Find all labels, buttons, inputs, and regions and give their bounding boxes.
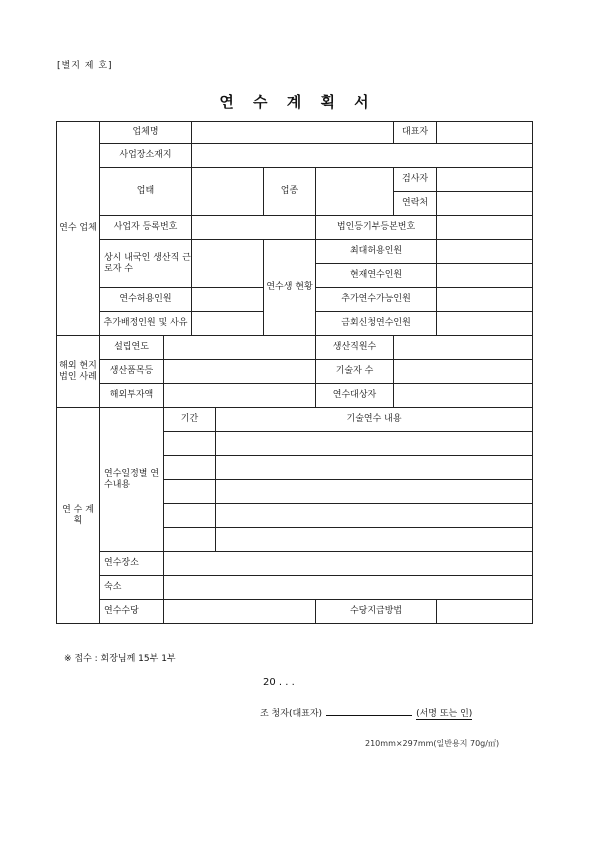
contact-label: 연락처: [394, 192, 437, 216]
period-cell[interactable]: [164, 504, 216, 528]
signature-label: (서명 또는 인): [416, 709, 473, 719]
content-cell[interactable]: [216, 432, 533, 456]
document-title: 연 수 계 획 서: [219, 93, 376, 111]
current-trainees-field[interactable]: [437, 264, 533, 288]
engineers-label: 기술자 수: [316, 360, 394, 384]
requested-field[interactable]: [437, 312, 533, 336]
company-name-field[interactable]: [192, 122, 394, 144]
quota-label: 연수생 현황: [264, 240, 316, 336]
place-field[interactable]: [164, 552, 533, 576]
investment-label: 해외투자액: [100, 384, 164, 408]
applicant-label: 조 청자(대표자): [260, 709, 323, 719]
investment-field[interactable]: [164, 384, 316, 408]
representative-label: 대표자: [394, 122, 437, 144]
established-field[interactable]: [164, 336, 316, 360]
content-cell[interactable]: [216, 528, 533, 552]
trainee-target-label: 연수대상자: [316, 384, 394, 408]
allowance-field[interactable]: [164, 600, 316, 624]
business-item-label: 업종: [264, 168, 316, 216]
producing-label: 생산직원수: [316, 336, 394, 360]
org-section-label: 연수 업체: [57, 122, 100, 336]
date-line[interactable]: 20 . . .: [263, 677, 295, 688]
allowance-label: 연수수당: [100, 600, 164, 624]
period-cell[interactable]: [164, 456, 216, 480]
engineers-field[interactable]: [394, 360, 533, 384]
training-allowed-field[interactable]: [192, 288, 264, 312]
reg-no-label: 사업자 등록번호: [100, 216, 192, 240]
training-plan-form: [56, 121, 533, 624]
extra-reason-field[interactable]: [192, 312, 264, 336]
company-name-label: 업체명: [100, 122, 192, 144]
established-label: 설립연도: [100, 336, 164, 360]
content-header: 기술연수 내용: [216, 408, 533, 432]
plan-section-label: 연 수 계 획: [57, 408, 100, 624]
business-type-label: 업태: [100, 168, 192, 216]
applicant-line: [260, 705, 472, 719]
contact-field[interactable]: [437, 192, 533, 216]
trainee-target-field[interactable]: [394, 384, 533, 408]
current-trainees-label: 현재연수인원: [316, 264, 437, 288]
extra-allowed-field[interactable]: [437, 288, 533, 312]
address-label: 사업장소재지: [100, 144, 192, 168]
max-trainees-field[interactable]: [437, 240, 533, 264]
place-label: 연수장소: [100, 552, 164, 576]
business-item-field[interactable]: [316, 168, 394, 216]
extra-allowed-label: 추가연수가능인원: [316, 288, 437, 312]
requested-label: 금회신청연수인원: [316, 312, 437, 336]
content-cell[interactable]: [216, 504, 533, 528]
payment-method-field[interactable]: [437, 600, 533, 624]
lodging-label: 숙소: [100, 576, 164, 600]
inspector-label: 검사자: [394, 168, 437, 192]
content-cell[interactable]: [216, 480, 533, 504]
period-cell[interactable]: [164, 528, 216, 552]
period-cell[interactable]: [164, 432, 216, 456]
schedule-content-label: 연수일정별 연수내용: [100, 408, 164, 552]
applicant-name-field[interactable]: [326, 705, 412, 716]
business-type-field[interactable]: [192, 168, 264, 216]
paper-size-note: 210mm×297mm(일반용지 70g/㎡): [365, 739, 500, 748]
period-header: 기간: [164, 408, 216, 432]
corp-reg-no-field[interactable]: [437, 216, 533, 240]
workers-label: 상시 내국인 생산직 근로자 수: [100, 240, 192, 288]
content-cell[interactable]: [216, 456, 533, 480]
production-items-field[interactable]: [164, 360, 316, 384]
producing-field[interactable]: [394, 336, 533, 360]
max-trainees-label: 최대허용인원: [316, 240, 437, 264]
corp-reg-no-label: 법인등기부등본번호: [316, 216, 437, 240]
payment-method-label: 수당지급방법: [316, 600, 437, 624]
period-cell[interactable]: [164, 480, 216, 504]
inspector-field[interactable]: [437, 168, 533, 192]
extra-reason-label: 추가배정인원 및 사유: [100, 312, 192, 336]
training-allowed-label: 연수허용인원: [100, 288, 192, 312]
representative-field[interactable]: [437, 122, 533, 144]
submission-note: ※ 접수 : 회장님께 15부 1부: [64, 654, 176, 664]
lodging-field[interactable]: [164, 576, 533, 600]
overseas-section-label: 해외 현지 법인 사례: [57, 336, 100, 408]
reg-no-field[interactable]: [192, 216, 316, 240]
form-number-tag: [별지 제 호]: [57, 61, 113, 71]
production-items-label: 생산품목등: [100, 360, 164, 384]
workers-field[interactable]: [192, 240, 264, 288]
address-field[interactable]: [192, 144, 533, 168]
